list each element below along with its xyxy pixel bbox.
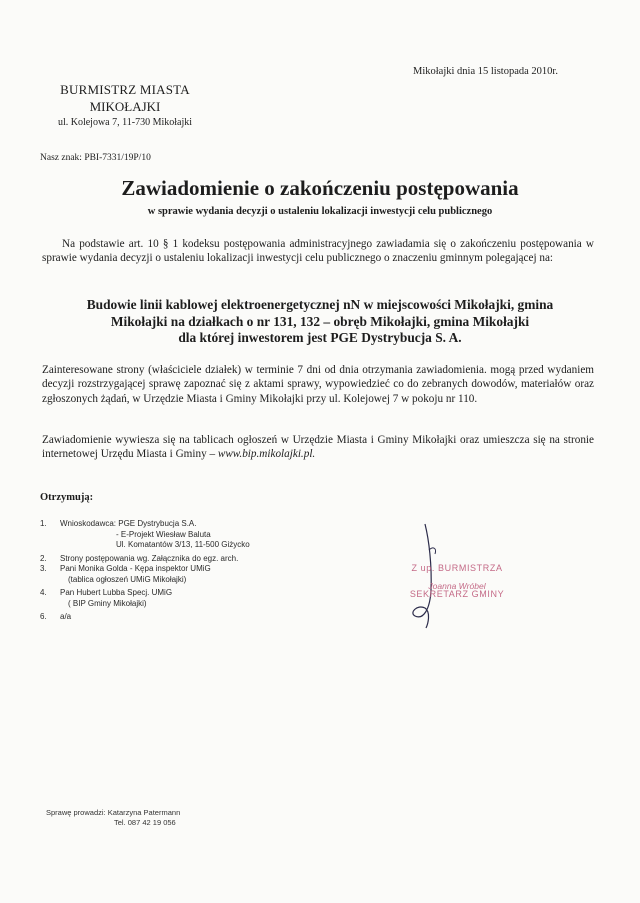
official-stamp bbox=[387, 563, 527, 599]
list-number: 6. bbox=[40, 612, 47, 621]
list-item bbox=[40, 554, 250, 565]
paragraph-publication bbox=[42, 433, 594, 462]
list-line: Wnioskodawca: PGE Dystrybucja S.A. bbox=[60, 519, 197, 528]
issuer-address: ul. Kolejowa 7, 11-730 Mikołajki bbox=[57, 117, 193, 128]
list-line: ( BIP Gminy Mikołajki) bbox=[68, 598, 147, 608]
issuer-town: MIKOŁAJKI bbox=[89, 99, 161, 114]
document-subtitle: w sprawie wydania decyzji o ustaleniu lokalizacji inwestycji celu publicznego bbox=[147, 206, 493, 217]
footer-handler: Sprawę prowadzi: Katarzyna Patermann bbox=[46, 808, 181, 817]
recipients-heading: Otrzymują: bbox=[40, 492, 94, 503]
list-item bbox=[40, 519, 250, 551]
subject-line-3: dla której inwestorem jest PGE Dystrybucja S. A. bbox=[178, 330, 462, 345]
subject-line-1: Budowie linii kablowej elektroenergetycznej nN w miejscowości Mikołajki, gmina bbox=[86, 297, 554, 312]
footer-contact bbox=[46, 808, 180, 828]
paragraph-intro: Na podstawie art. 10 § 1 kodeksu postępowania administracyjnego zawiadamia się o zakończeniu postępowania w sprawie wydania decyzji o ustaleniu lokalizacji inwestycji celu publicznego o znaczeniu gminnym polegającej na: bbox=[42, 238, 594, 265]
subject-block bbox=[40, 297, 600, 347]
list-line: Ul. Komatantów 3/13, 11-500 Giżycko bbox=[116, 540, 250, 549]
footer-phone: Tel. 087 42 19 056 bbox=[114, 818, 176, 827]
list-item bbox=[40, 564, 250, 585]
list-line: Pani Monika Golda - Kępa inspektor UMiG bbox=[60, 564, 211, 573]
list-number: 1. bbox=[40, 519, 47, 528]
document-title: Zawiadomienie o zakończeniu postępowania bbox=[121, 176, 519, 200]
list-item bbox=[40, 612, 250, 623]
list-line: - E-Projekt Wiesław Baluta bbox=[116, 529, 211, 539]
publication-text: Zawiadomienie wywiesza się na tablicach ogłoszeń w Urzędzie Miasta i Gminy Mikołajki oraz umieszcza się na stronie internetowej Urzędu Miasta i Gminy – bbox=[42, 434, 594, 461]
stamp-name: Joanna Wróbel bbox=[428, 581, 486, 591]
recipients-list bbox=[40, 519, 250, 623]
stamp-line-1: Z up. BURMISTRZA bbox=[411, 563, 503, 573]
list-line: a/a bbox=[60, 612, 72, 621]
list-number: 4. bbox=[40, 588, 47, 597]
list-line: (tablica ogłoszeń UMiG Mikołajki) bbox=[68, 574, 187, 584]
list-number: 3. bbox=[40, 564, 47, 573]
list-line: Strony postępowania wg. Załącznika do egz. arch. bbox=[60, 553, 239, 563]
issuer-block bbox=[40, 82, 210, 128]
document-date: Mikołajki dnia 15 listopada 2010r. bbox=[413, 66, 558, 77]
subject-line-2: Mikołajki na działkach o nr 131, 132 – obręb Mikołajki, gmina Mikołajki bbox=[110, 313, 530, 329]
bip-link[interactable]: www.bip.mikolajki.pl. bbox=[217, 448, 316, 461]
list-item bbox=[40, 588, 250, 609]
issuer-title: BURMISTRZ MIASTA bbox=[60, 82, 190, 97]
reference-number: Nasz znak: PBI-7331/19P/10 bbox=[40, 153, 151, 163]
list-line: Pan Hubert Lubba Specj. UMiG bbox=[60, 588, 173, 597]
paragraph-parties: Zainteresowane strony (właściciele działek) w terminie 7 dni od dnia otrzymania zawiadomienia. mogą przed wydaniem decyzji rozstrzygającej sprawę zapoznać się z aktami sprawy, wypowiedzieć co do zebranych dowodów, materiałów oraz zgłoszonych żądań, w Urzędzie Miasta i Gminy Mikołajki przy ul. Kolejowej 7 w pokoju nr 110. bbox=[42, 364, 594, 405]
stamp-line-3: SEKRETARZ GMINY bbox=[409, 589, 505, 599]
list-number: 2. bbox=[40, 553, 47, 563]
